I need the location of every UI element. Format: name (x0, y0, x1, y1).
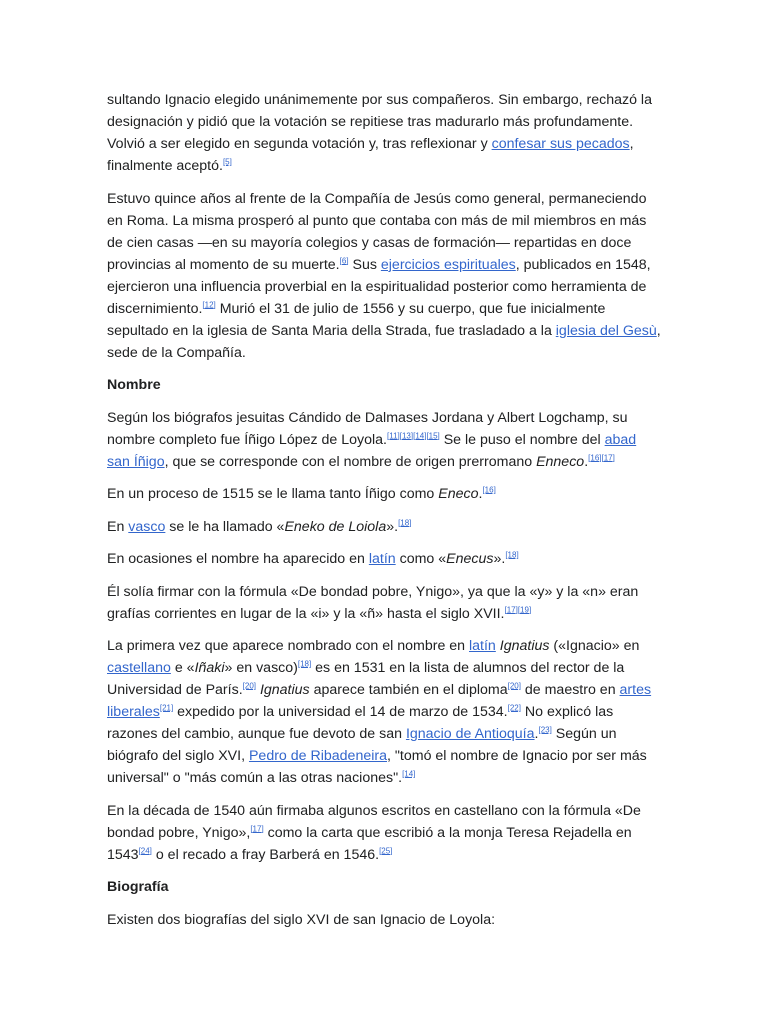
paragraph-general (107, 188, 662, 364)
text: , que se corresponde con el nombre de origen prerromano (164, 453, 537, 470)
link-castellano[interactable]: castellano (107, 660, 171, 676)
link-confesar-sus-pecados[interactable]: confesar sus pecados (491, 136, 630, 152)
text: No explicó las razones del cambio, aunque fue devoto de san (107, 704, 614, 742)
text: sultando Ignacio elegido unánimemente por sus compañeros. Sin embargo, rechazó la designación y pidió que la votación se repitiese tras madurarlo más profundamente. Volvió a ser elegido en segunda votación y, tras reflexionar y (107, 92, 652, 152)
ref-16-17[interactable]: [16][17] (588, 452, 615, 462)
text: como « (395, 551, 447, 567)
link-abad-san-inigo[interactable]: abad san Íñigo (107, 431, 637, 470)
text: Según un biógrafo del siglo XVI, (107, 726, 617, 764)
text: Estuvo quince años al frente de la Compañía de Jesús como general, permaneciendo en Roma. La misma prosperó al punto que contaba con más de mil miembros en más de cien casas —en su mayoría colegios y casas de formación— repartidas en doce provincias al momento de su muerte. (107, 190, 647, 273)
text: . (584, 453, 589, 470)
ref-11-15[interactable]: [11][13][14][15] (387, 430, 440, 440)
ref-20[interactable]: [20] (507, 681, 521, 691)
text: e « (170, 660, 195, 676)
ref-20[interactable]: [20] (242, 681, 256, 691)
text-italic: Eneco (438, 486, 479, 502)
text: En la década de 1540 aún firmaba algunos escritos en castellano con la fórmula «De bondad pobre, Ynigo», (107, 802, 641, 841)
text: o el recado a fray Barberá en 1546. (151, 846, 380, 863)
text: En ocasiones el nombre ha aparecido en (107, 551, 369, 567)
paragraph-decada-1540 (107, 800, 662, 866)
text: , publicados en 1548, ejercieron una influencia proverbial en la espiritualidad posterior como herramienta de discernimiento. (107, 256, 651, 317)
link-artes-liberales[interactable]: artes liberales (107, 682, 652, 720)
paragraph-nombre-completo (107, 407, 662, 473)
link-iglesia-del-gesu[interactable]: iglesia del Gesù (555, 322, 657, 339)
paragraph-ignatius (107, 635, 662, 789)
link-ejercicios-espirituales[interactable]: ejercicios espirituales (380, 256, 516, 273)
text: expedido por la universidad el 14 de marzo de 1534. (173, 704, 508, 720)
text: es en 1531 en la lista de alumnos del rector de la Universidad de París. (107, 660, 625, 698)
ref-17[interactable]: [17] (250, 823, 264, 833)
text: Existen dos biografías del siglo XVI de san Ignacio de Loyola: (107, 911, 496, 928)
text: de maestro en (520, 682, 620, 698)
link-latin-2[interactable]: latín (469, 638, 496, 654)
text: . (478, 486, 483, 502)
paragraph-firma (107, 581, 662, 625)
ref-18[interactable]: [18] (398, 517, 412, 527)
text: » en vasco) (224, 660, 298, 676)
article-body (107, 89, 662, 941)
paragraph-latin (107, 548, 662, 570)
text: La primera vez que aparece nombrado con el nombre en (107, 638, 469, 654)
paragraph-eleccion (107, 89, 662, 177)
section-heading-nombre: Nombre (107, 377, 161, 393)
text: ». (386, 518, 399, 535)
paragraph-vasco (107, 516, 662, 538)
text: («Ignacio» en (549, 638, 640, 654)
text-italic: Ignatius (499, 638, 550, 654)
link-pedro-de-ribadeneira[interactable]: Pedro de Ribadeneira (248, 748, 387, 764)
link-latin[interactable]: latín (368, 551, 396, 567)
ref-12[interactable]: [12] (202, 299, 216, 309)
ref-23[interactable]: [23] (538, 725, 552, 735)
text: aparece también en el diploma (309, 682, 508, 698)
ref-18[interactable]: [18] (505, 550, 519, 560)
text: Sus (348, 256, 381, 273)
ref-17-19[interactable]: [17][19] (504, 604, 532, 614)
ref-5[interactable]: [5] (222, 157, 232, 167)
ref-6[interactable]: [6] (339, 255, 349, 265)
text-italic: Ignatius (259, 682, 310, 698)
paragraph-proceso-1515 (107, 483, 662, 505)
ref-21[interactable]: [21] (159, 703, 174, 713)
text: En (107, 518, 129, 535)
text: . (534, 726, 539, 742)
text: Él solía firmar con la fórmula «De bondad pobre, Ynigo», ya que la «y» y la «n» eran grafías corrientes en lugar de la «i» y la «ñ» hasta el siglo XVII. (107, 583, 639, 622)
ref-14[interactable]: [14] (402, 769, 416, 779)
text: como la carta que escribió a la monja Teresa Rejadella en 1543 (107, 824, 632, 863)
paragraph-biografias (107, 909, 662, 931)
section-heading-biografia: Biografía (107, 879, 169, 895)
text-italic: Enneco (536, 453, 585, 470)
text: Se le puso el nombre del (439, 431, 605, 448)
ref-16[interactable]: [16] (482, 485, 496, 495)
text: ». (493, 551, 506, 567)
ref-22[interactable]: [22] (507, 703, 521, 713)
text-italic: Eneko de Loiola (284, 518, 387, 535)
ref-24[interactable]: [24] (138, 845, 152, 855)
text: En un proceso de 1515 se le llama tanto Íñigo como (107, 486, 439, 502)
link-ignacio-de-antioquia[interactable]: Ignacio de Antioquía (405, 726, 535, 742)
text: Según los biógrafos jesuitas Cándido de Dalmases Jordana y Albert Logchamp, su nombre completo fue Íñigo López de Loyola. (107, 409, 628, 448)
text-italic: Iñaki (194, 660, 225, 676)
text-italic: Enecus (446, 551, 494, 567)
text: , "tomó el nombre de Ignacio por ser más universal" o "más común a las otras naciones". (107, 748, 647, 786)
text: , finalmente aceptó. (107, 136, 634, 174)
ref-25[interactable]: [25] (379, 845, 393, 855)
text: Murió el 31 de julio de 1556 y su cuerpo, que fue inicialmente sepultado en la iglesia de Santa Maria della Strada, fue trasladado a la (107, 300, 606, 339)
ref-18[interactable]: [18] (297, 659, 312, 669)
link-vasco[interactable]: vasco (128, 518, 166, 535)
text: , sede de la Compañía. (107, 322, 661, 361)
text: se le ha llamado « (165, 518, 285, 535)
